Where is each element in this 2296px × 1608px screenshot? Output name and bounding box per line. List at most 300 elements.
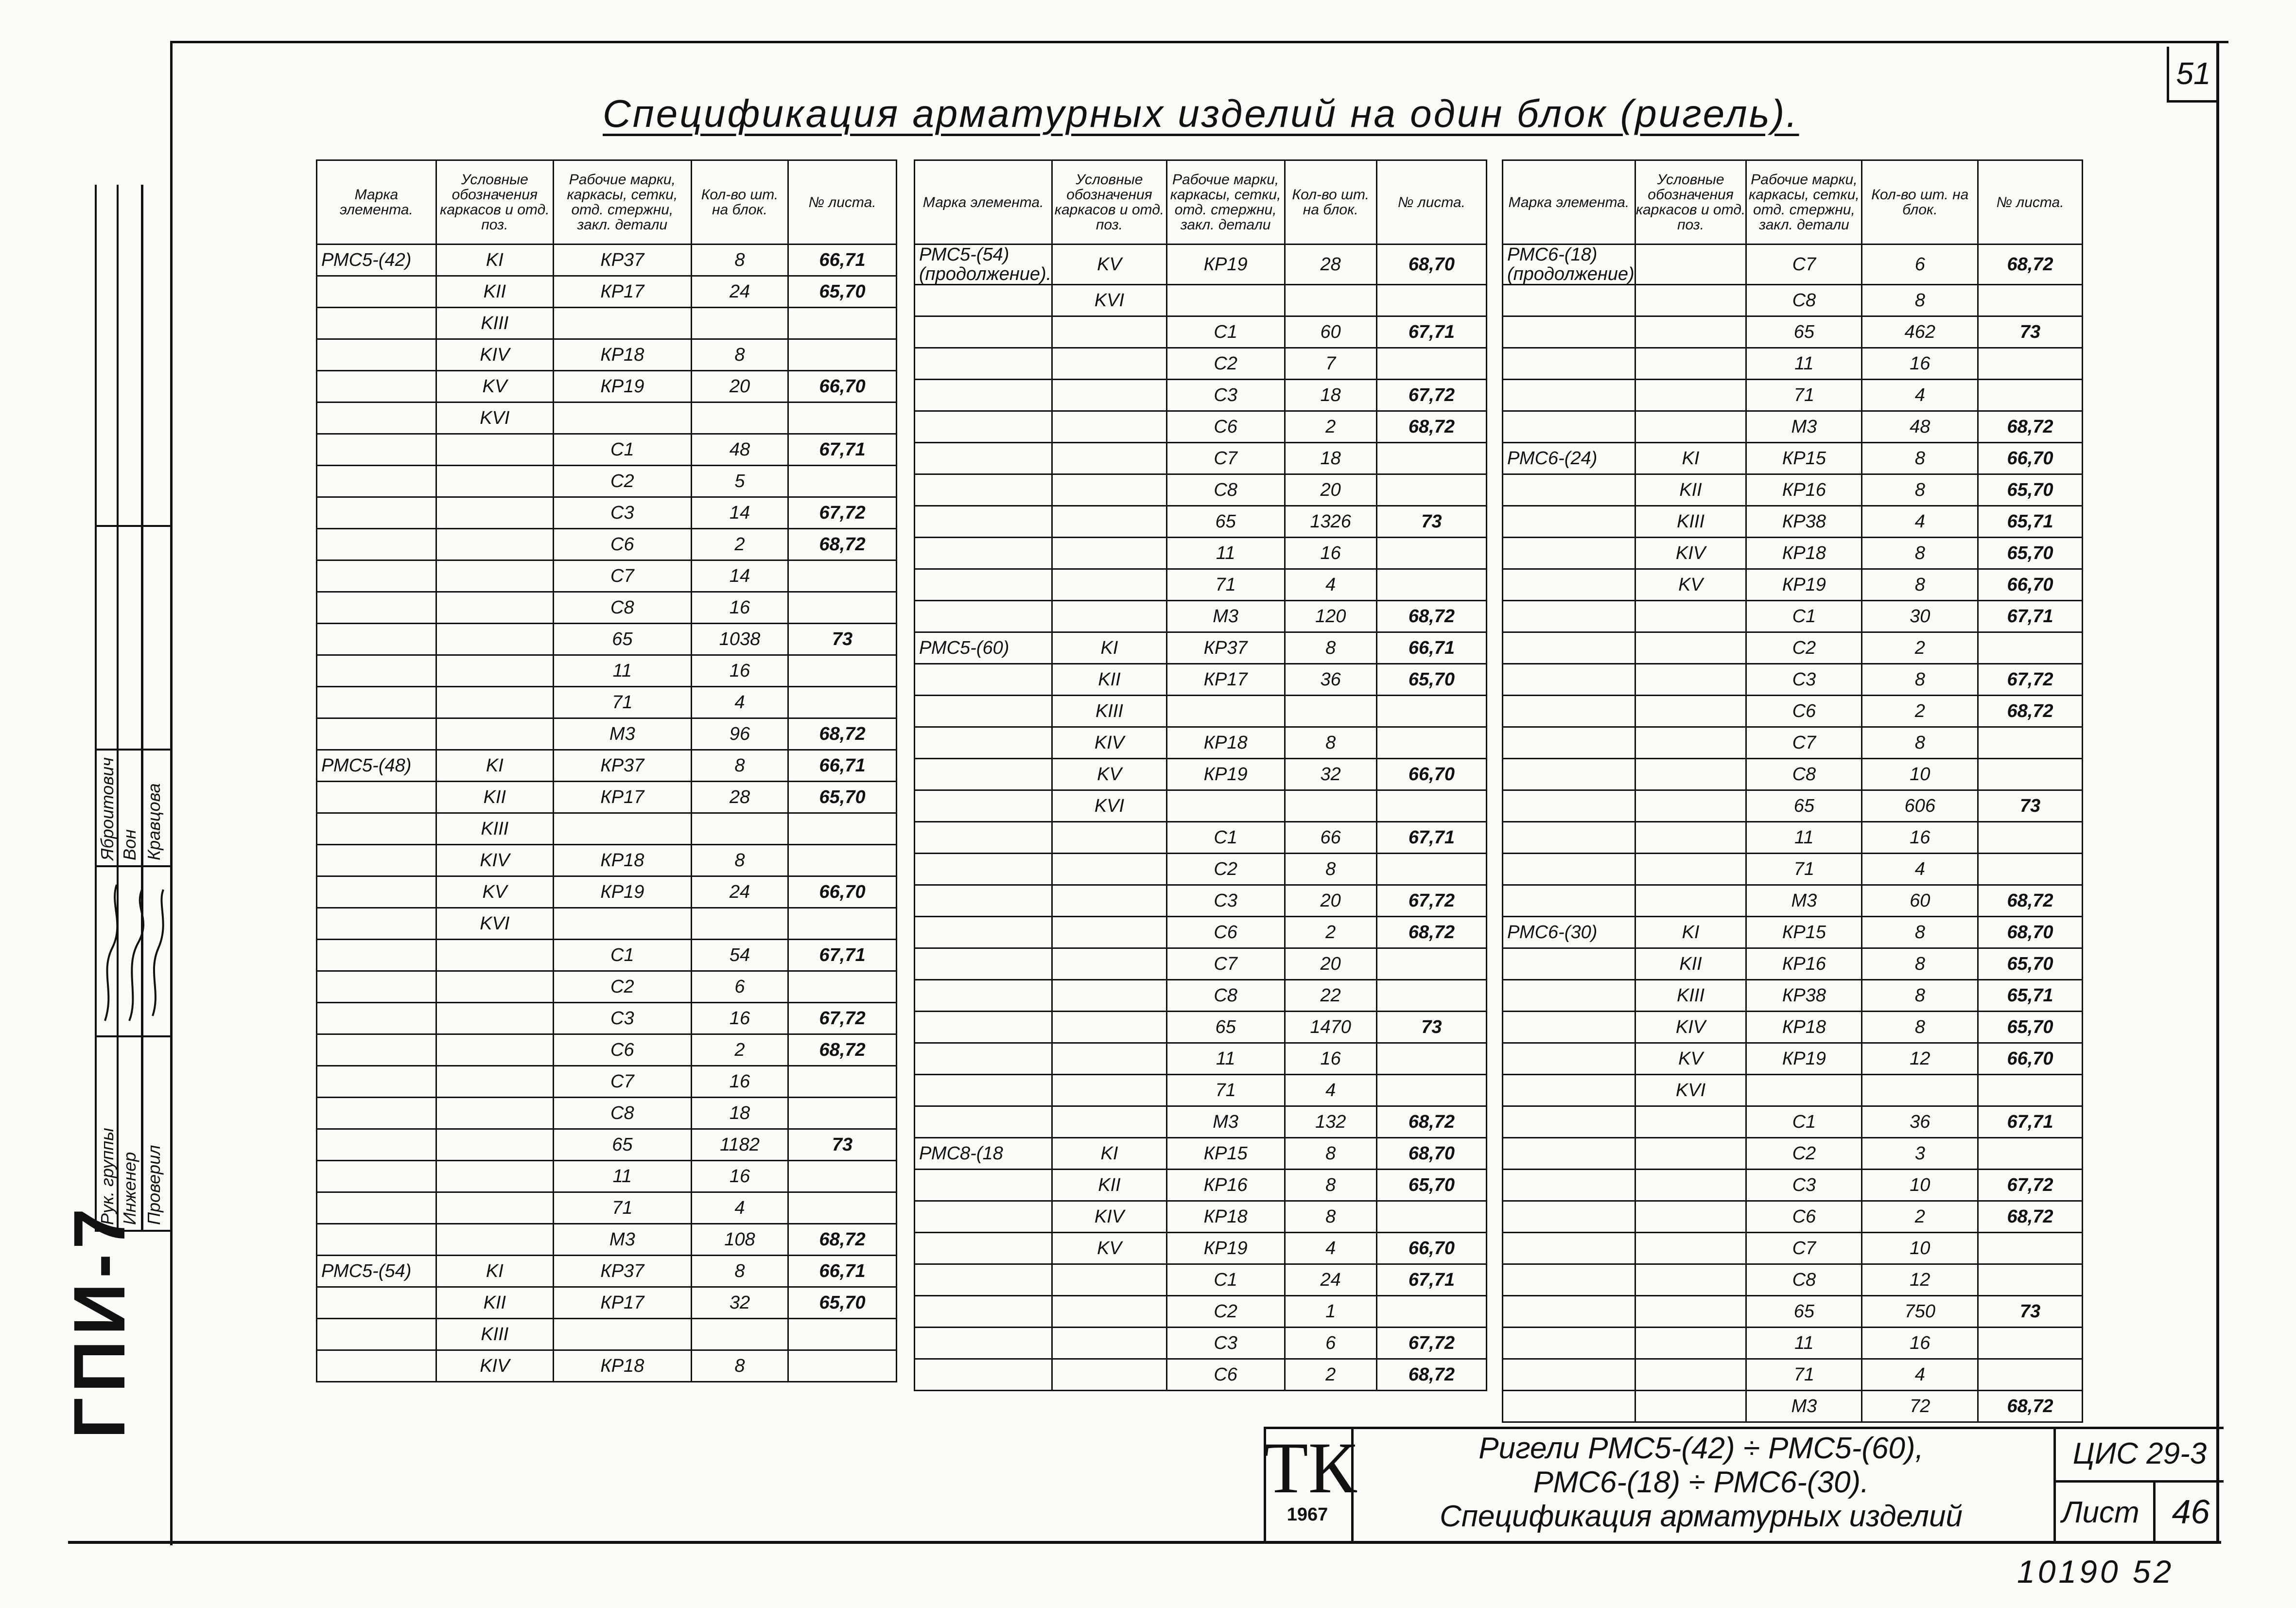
cell-cond: KII — [436, 1287, 553, 1319]
cell-work: С2 — [1746, 1138, 1862, 1170]
cell-mark — [317, 276, 436, 308]
cell-cond — [1052, 348, 1166, 380]
cell-cond — [1052, 1359, 1166, 1391]
cell-sheet — [1376, 1043, 1486, 1075]
cell-sheet: 67,72 — [1978, 1170, 2083, 1201]
cell-mark: РМС6-(30) — [1503, 917, 1635, 948]
cell-qty: 18 — [1285, 443, 1376, 474]
cell-mark — [915, 790, 1052, 822]
cell-sheet — [1376, 443, 1486, 474]
cell-work: С2 — [553, 971, 691, 1003]
cell-cond — [1635, 1170, 1746, 1201]
cell-mark — [915, 696, 1052, 727]
cell-cond: KI — [1052, 1138, 1166, 1170]
cell-mark — [1503, 1043, 1635, 1075]
cell-sheet: 66,70 — [1376, 1233, 1486, 1264]
table-row — [915, 380, 1487, 411]
table-row — [317, 402, 897, 434]
cell-work: С1 — [553, 434, 691, 466]
cell-sheet — [1376, 569, 1486, 601]
cell-work: КР19 — [553, 876, 691, 908]
cell-mark — [915, 1106, 1052, 1138]
cell-mark — [915, 664, 1052, 696]
cell-sheet: 68,70 — [1978, 917, 2083, 948]
cell-mark — [915, 1296, 1052, 1328]
cell-qty: 22 — [1285, 980, 1376, 1012]
cell-work: КР37 — [1166, 632, 1285, 664]
table-row — [317, 1287, 897, 1319]
cell-work: С8 — [1746, 759, 1862, 790]
cell-work: КР15 — [1166, 1138, 1285, 1170]
cell-mark — [317, 940, 436, 971]
cell-cond — [436, 687, 553, 718]
cell-qty: 32 — [691, 1287, 788, 1319]
cell-cond — [436, 592, 553, 624]
cell-sheet — [788, 1350, 897, 1382]
cell-cond — [436, 434, 553, 466]
cell-sheet — [1978, 822, 2083, 854]
cell-mark — [317, 782, 436, 813]
table-row — [1503, 1138, 2083, 1170]
table-row — [1503, 822, 2083, 854]
cell-cond: KIV — [1635, 1012, 1746, 1043]
cell-work: 65 — [1746, 1296, 1862, 1328]
table-row — [317, 466, 897, 497]
cell-mark — [1503, 822, 1635, 854]
cell-sheet: 65,70 — [788, 782, 897, 813]
table-row — [317, 245, 897, 276]
table-row — [1503, 854, 2083, 885]
cell-work: КР18 — [1746, 1012, 1862, 1043]
cell-qty: 16 — [1285, 1043, 1376, 1075]
cell-work: КР16 — [1746, 948, 1862, 980]
table-row — [1503, 316, 2083, 348]
cell-work: С2 — [1166, 854, 1285, 885]
cell-sheet — [788, 1098, 897, 1129]
table-row — [915, 1233, 1487, 1264]
table-row — [915, 790, 1487, 822]
cell-mark — [1503, 1138, 1635, 1170]
cell-sheet: 68,72 — [1978, 885, 2083, 917]
table-row — [317, 1192, 897, 1224]
cell-work — [553, 813, 691, 845]
header-row — [915, 160, 1487, 245]
cell-sheet — [1978, 727, 2083, 759]
cell-mark — [317, 718, 436, 750]
cell-cond: KII — [1052, 664, 1166, 696]
cell-cond: KI — [436, 750, 553, 782]
table-row — [915, 245, 1487, 285]
cell-work: 11 — [553, 1161, 691, 1192]
cell-mark — [915, 1328, 1052, 1359]
cell-sheet — [1376, 790, 1486, 822]
cell-cond — [436, 1224, 553, 1256]
cell-sheet: 68,72 — [1978, 245, 2083, 285]
cell-cond — [1635, 885, 1746, 917]
table-row — [915, 917, 1487, 948]
cell-mark — [1503, 1264, 1635, 1296]
cell-mark — [317, 876, 436, 908]
cell-mark — [317, 434, 436, 466]
cell-cond — [1052, 854, 1166, 885]
cell-work: КР16 — [1746, 474, 1862, 506]
cell-cond — [1635, 822, 1746, 854]
cell-qty: 108 — [691, 1224, 788, 1256]
cell-mark — [915, 348, 1052, 380]
cell-work: 71 — [1166, 1075, 1285, 1106]
cell-cond — [436, 718, 553, 750]
cell-qty: 36 — [1862, 1106, 1978, 1138]
cell-work — [1166, 696, 1285, 727]
cell-sheet — [1376, 538, 1486, 569]
header-sheet: № листа. — [788, 160, 897, 245]
cell-sheet — [1376, 1201, 1486, 1233]
table-row — [317, 813, 897, 845]
cell-sheet — [788, 687, 897, 718]
table-row — [915, 443, 1487, 474]
cell-sheet — [1978, 1075, 2083, 1106]
table-row — [1503, 474, 2083, 506]
table-row — [1503, 380, 2083, 411]
cell-cond: KI — [436, 1256, 553, 1287]
cell-work: С2 — [1746, 632, 1862, 664]
table-row — [915, 506, 1487, 538]
cell-mark — [915, 1264, 1052, 1296]
cell-mark — [1503, 474, 1635, 506]
table-row — [915, 696, 1487, 727]
cell-sheet: 67,72 — [788, 497, 897, 529]
cell-work: КР19 — [1166, 1233, 1285, 1264]
cell-work — [1166, 790, 1285, 822]
table-row — [1503, 506, 2083, 538]
cell-mark — [1503, 1328, 1635, 1359]
cell-mark — [1503, 1359, 1635, 1391]
table-row — [915, 759, 1487, 790]
cell-sheet: 66,70 — [1978, 1043, 2083, 1075]
cell-qty: 8 — [1862, 443, 1978, 474]
cell-sheet — [1978, 1328, 2083, 1359]
cell-mark — [317, 339, 436, 371]
cell-mark — [915, 1170, 1052, 1201]
cell-mark — [1503, 790, 1635, 822]
cell-cond: KV — [436, 371, 553, 402]
cell-mark — [317, 1350, 436, 1382]
cell-mark — [915, 569, 1052, 601]
cell-qty: 8 — [1285, 632, 1376, 664]
table-row — [1503, 601, 2083, 632]
header-sheet: № листа. — [1978, 160, 2083, 245]
cell-mark — [317, 845, 436, 876]
cell-mark — [317, 1034, 436, 1066]
cell-sheet: 66,71 — [788, 245, 897, 276]
cell-work: С8 — [1746, 285, 1862, 316]
header-qty: Кол-во шт. на блок. — [1285, 160, 1376, 245]
cell-mark — [915, 411, 1052, 443]
cell-mark — [915, 601, 1052, 632]
cell-qty: 28 — [691, 782, 788, 813]
cell-mark — [915, 1201, 1052, 1233]
cell-mark — [317, 971, 436, 1003]
cell-sheet — [1376, 980, 1486, 1012]
cell-mark: РМС5-(54) — [317, 1256, 436, 1287]
cell-work: КР15 — [1746, 443, 1862, 474]
cell-mark: РМС5-(48) — [317, 750, 436, 782]
table-row — [915, 316, 1487, 348]
cell-work: С1 — [1166, 1264, 1285, 1296]
cell-sheet — [1376, 1075, 1486, 1106]
list-label: Лист — [2062, 1496, 2139, 1529]
cell-sheet: 68,70 — [1376, 245, 1486, 285]
table-row — [915, 285, 1487, 316]
table-row — [915, 601, 1487, 632]
cell-mark — [915, 1012, 1052, 1043]
cell-cond: KII — [436, 276, 553, 308]
cell-mark — [1503, 1296, 1635, 1328]
cell-sheet: 68,72 — [788, 1224, 897, 1256]
cell-qty: 16 — [691, 1161, 788, 1192]
table-row — [915, 1075, 1487, 1106]
cell-qty: 4 — [691, 1192, 788, 1224]
table-row — [1503, 411, 2083, 443]
cell-work: КР18 — [553, 339, 691, 371]
table-row — [915, 632, 1487, 664]
cell-mark — [317, 308, 436, 339]
cell-sheet: 66,71 — [788, 750, 897, 782]
cell-sheet: 73 — [1978, 316, 2083, 348]
name-checker: Кравцова — [144, 783, 164, 860]
cell-sheet — [788, 308, 897, 339]
cell-mark — [317, 560, 436, 592]
table-row — [915, 1359, 1487, 1391]
table-row — [1503, 443, 2083, 474]
cell-sheet: 68,72 — [1978, 1391, 2083, 1422]
cell-work: 65 — [553, 624, 691, 655]
cell-work: С7 — [1746, 727, 1862, 759]
cell-qty — [1862, 1075, 1978, 1106]
page-title: Спецификация арматурных изделий на один блок (ригель). — [603, 92, 1799, 135]
cell-qty: 72 — [1862, 1391, 1978, 1422]
cell-work: КР19 — [1746, 1043, 1862, 1075]
cell-work: КР18 — [1166, 1201, 1285, 1233]
cell-sheet — [788, 402, 897, 434]
cell-sheet: 73 — [1376, 1012, 1486, 1043]
cell-sheet: 66,70 — [788, 876, 897, 908]
cell-mark — [915, 538, 1052, 569]
cell-qty: 14 — [691, 560, 788, 592]
table-row — [317, 497, 897, 529]
cell-cond — [1052, 411, 1166, 443]
cell-qty — [1285, 696, 1376, 727]
cell-sheet — [1978, 1138, 2083, 1170]
cell-qty — [691, 1319, 788, 1350]
cell-mark — [317, 1192, 436, 1224]
cell-work: С1 — [553, 940, 691, 971]
cell-cond — [1052, 948, 1166, 980]
cell-mark — [317, 371, 436, 402]
cell-cond: KV — [1052, 1233, 1166, 1264]
cell-mark — [1503, 348, 1635, 380]
cell-qty — [691, 813, 788, 845]
cell-sheet: 68,72 — [1376, 411, 1486, 443]
cell-work: С7 — [1746, 1233, 1862, 1264]
cell-mark — [317, 466, 436, 497]
cell-sheet: 67,71 — [1376, 316, 1486, 348]
cell-qty: 5 — [691, 466, 788, 497]
cell-qty: 1 — [1285, 1296, 1376, 1328]
cell-cond: KIV — [436, 1350, 553, 1382]
cell-work: С6 — [1746, 696, 1862, 727]
cell-mark — [1503, 1391, 1635, 1422]
cell-sheet — [788, 655, 897, 687]
cell-cond — [436, 1161, 553, 1192]
cell-mark — [1503, 569, 1635, 601]
cell-work: КР17 — [553, 782, 691, 813]
cell-mark — [1503, 885, 1635, 917]
cell-cond: KIV — [1635, 538, 1746, 569]
cell-sheet: 67,71 — [788, 940, 897, 971]
cell-cond: KV — [436, 876, 553, 908]
cell-work: 11 — [1166, 1043, 1285, 1075]
cell-sheet — [1978, 380, 2083, 411]
cell-work: 11 — [1166, 538, 1285, 569]
cell-work: 11 — [1746, 1328, 1862, 1359]
cell-cond: KII — [1635, 474, 1746, 506]
cell-work — [553, 402, 691, 434]
cell-cond — [1052, 1075, 1166, 1106]
table-row — [317, 908, 897, 940]
cell-qty: 36 — [1285, 664, 1376, 696]
table-row — [915, 1043, 1487, 1075]
cell-sheet — [788, 592, 897, 624]
table-row — [317, 876, 897, 908]
cell-cond — [1635, 696, 1746, 727]
cell-qty: 7 — [1285, 348, 1376, 380]
cell-qty: 3 — [1862, 1138, 1978, 1170]
tk-letters: ТК — [1264, 1428, 1357, 1508]
cell-qty: 8 — [1862, 285, 1978, 316]
cell-work: КР19 — [1746, 569, 1862, 601]
cell-qty: 20 — [1285, 885, 1376, 917]
cell-cond — [1052, 1328, 1166, 1359]
cell-mark — [1503, 601, 1635, 632]
cell-sheet — [788, 845, 897, 876]
table-row — [915, 822, 1487, 854]
table-row — [317, 560, 897, 592]
cell-sheet — [788, 339, 897, 371]
cell-work — [1746, 1075, 1862, 1106]
cell-work: С6 — [553, 529, 691, 560]
header-cond: Условные обозначения каркасов и отд. поз. — [436, 160, 553, 245]
cell-mark — [915, 759, 1052, 790]
table-row — [317, 718, 897, 750]
cell-cond — [436, 1066, 553, 1098]
table-row — [1503, 348, 2083, 380]
cell-mark — [317, 813, 436, 845]
cell-mark — [1503, 285, 1635, 316]
cell-cond — [1635, 1328, 1746, 1359]
cell-qty: 8 — [1285, 1201, 1376, 1233]
table-row — [915, 538, 1487, 569]
table-row — [317, 1350, 897, 1382]
cell-mark — [915, 1043, 1052, 1075]
cell-mark: РМС5-(60) — [915, 632, 1052, 664]
cell-mark — [317, 1287, 436, 1319]
table-row — [317, 434, 897, 466]
cell-qty: 1182 — [691, 1129, 788, 1161]
table-row — [915, 727, 1487, 759]
table-row — [915, 1201, 1487, 1233]
cell-cond — [1052, 569, 1166, 601]
cell-work: С1 — [1166, 822, 1285, 854]
cell-work: КР38 — [1746, 980, 1862, 1012]
title-block-line2: РМС6-(18) ÷ РМС6-(30). — [1533, 1466, 1869, 1499]
cell-work: КР17 — [1166, 664, 1285, 696]
cell-mark — [1503, 316, 1635, 348]
cell-qty: 4 — [1862, 380, 1978, 411]
spec-table-left — [316, 159, 897, 1382]
cell-qty: 16 — [691, 592, 788, 624]
table-row — [317, 687, 897, 718]
header-qty: Кол-во шт. на блок. — [1862, 160, 1978, 245]
cell-work: С3 — [1746, 1170, 1862, 1201]
cell-work: С6 — [553, 1034, 691, 1066]
cell-sheet: 68,72 — [1376, 917, 1486, 948]
cell-sheet: 68,72 — [1376, 1359, 1486, 1391]
cell-work: 65 — [1166, 506, 1285, 538]
cell-qty: 2 — [1285, 1359, 1376, 1391]
table-row — [317, 371, 897, 402]
name-lead: Яброитович — [97, 757, 117, 860]
cell-cond — [1052, 980, 1166, 1012]
cell-sheet: 65,70 — [1978, 474, 2083, 506]
table-row — [317, 845, 897, 876]
cell-cond: KII — [436, 782, 553, 813]
cell-work: 71 — [1746, 380, 1862, 411]
cell-mark — [1503, 1170, 1635, 1201]
table-row — [1503, 1391, 2083, 1422]
table-row — [317, 940, 897, 971]
cell-work: С3 — [1166, 885, 1285, 917]
cell-cond — [1635, 1359, 1746, 1391]
cell-cond — [436, 940, 553, 971]
cell-sheet: 65,70 — [788, 276, 897, 308]
cell-work — [553, 1319, 691, 1350]
cell-work: С7 — [553, 1066, 691, 1098]
table-row — [1503, 980, 2083, 1012]
cell-qty: 1470 — [1285, 1012, 1376, 1043]
cell-qty: 8 — [1862, 948, 1978, 980]
name-engineer: Вон — [120, 829, 139, 860]
cell-work: КР19 — [1166, 245, 1285, 285]
table-row — [317, 782, 897, 813]
cell-mark — [317, 592, 436, 624]
header-cond: Условные обозначения каркасов и отд. поз. — [1635, 160, 1746, 245]
cell-sheet: 68,72 — [788, 529, 897, 560]
cell-cond — [436, 1098, 553, 1129]
cell-mark: РМС6-(18) (продолжение) — [1503, 245, 1635, 285]
cell-work: 65 — [1166, 1012, 1285, 1043]
cell-qty: 1038 — [691, 624, 788, 655]
cell-cond: KIV — [436, 845, 553, 876]
cell-sheet: 67,72 — [1376, 885, 1486, 917]
cell-cond: KI — [1635, 917, 1746, 948]
cell-mark — [317, 1003, 436, 1034]
cell-mark — [1503, 980, 1635, 1012]
cell-sheet — [1978, 854, 2083, 885]
cell-sheet — [1978, 348, 2083, 380]
cell-cond — [1052, 506, 1166, 538]
cell-work: С1 — [1166, 316, 1285, 348]
